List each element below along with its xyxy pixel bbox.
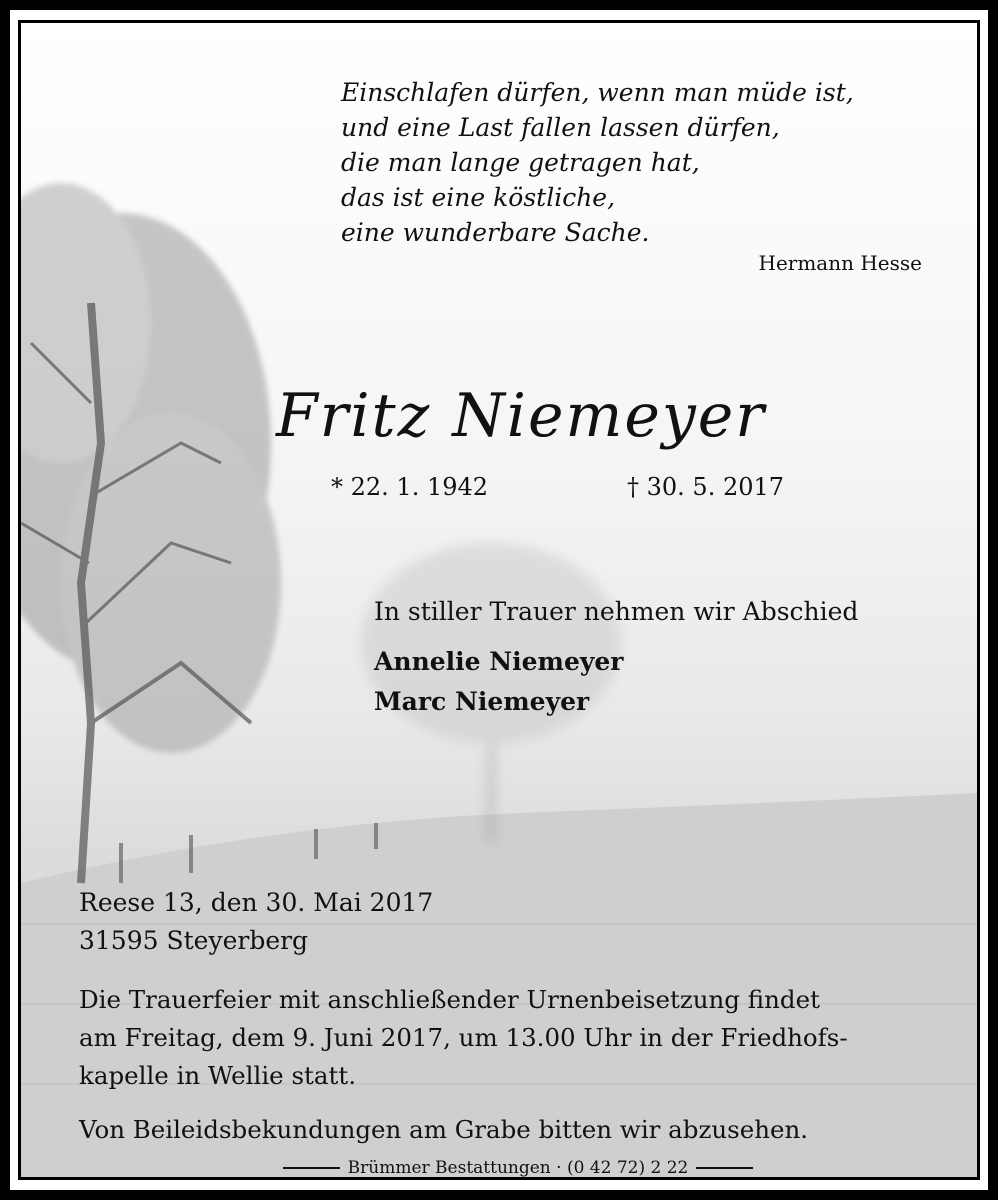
death-date: † 30. 5. 2017 bbox=[627, 473, 785, 501]
quote-line: und eine Last fallen lassen dürfen, bbox=[341, 113, 780, 142]
mourner-name: Marc Niemeyer bbox=[374, 687, 590, 716]
quote-author: Hermann Hesse bbox=[758, 251, 922, 275]
service-line: am Freitag, dem 9. Juni 2017, um 13.00 Uhr in der Friedhofs- bbox=[79, 1023, 848, 1052]
funeral-home-credit: Brümmer Bestattungen · (0 42 72) 2 22 bbox=[347, 1158, 689, 1178]
condolence-request: Von Beileidsbekundungen am Grabe bitten wir abzusehen. bbox=[79, 1115, 809, 1144]
quote-line: Einschlafen dürfen, wenn man müde ist, bbox=[341, 78, 854, 107]
service-line: Die Trauerfeier mit anschließender Urnenbeisetzung findet bbox=[79, 985, 820, 1014]
deceased-name: Fritz Niemeyer bbox=[276, 381, 766, 451]
funeral-service-info bbox=[79, 981, 939, 1095]
birth-date: * 22. 1. 1942 bbox=[331, 473, 489, 501]
quote-line: eine wunderbare Sache. bbox=[341, 218, 650, 247]
service-line: kapelle in Wellie statt. bbox=[79, 1061, 356, 1090]
footer-rule-left bbox=[283, 1167, 340, 1169]
hesse-quote bbox=[341, 75, 931, 250]
address-line-date: Reese 13, den 30. Mai 2017 bbox=[79, 888, 434, 917]
quote-line: das ist eine köstliche, bbox=[341, 183, 616, 212]
mourning-intro: In stiller Trauer nehmen wir Abschied bbox=[374, 597, 859, 626]
quote-line: die man lange getragen hat, bbox=[341, 148, 700, 177]
mourner-name: Annelie Niemeyer bbox=[374, 647, 624, 676]
footer-rule-right bbox=[696, 1167, 753, 1169]
funeral-home-footer bbox=[283, 1156, 753, 1180]
obituary-notice bbox=[18, 20, 980, 1180]
address-line-city: 31595 Steyerberg bbox=[79, 926, 309, 955]
